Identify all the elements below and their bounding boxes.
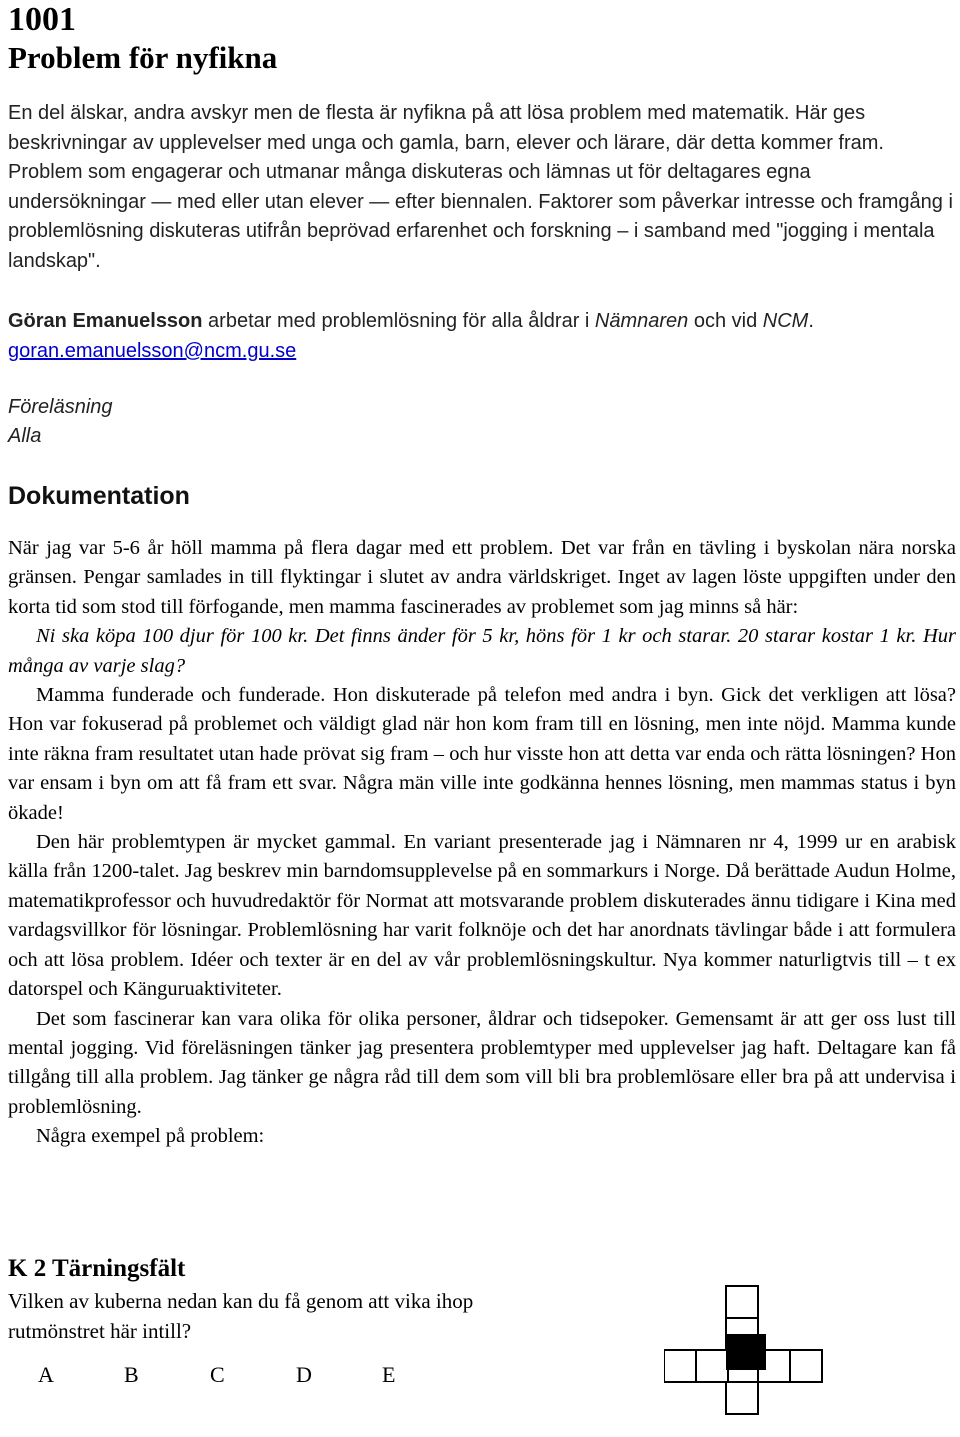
problem-quote: Ni ska köpa 100 djur för 100 kr. Det finns änder för 5 kr, höns för 1 kr och starar. 20 starar kostar 1 kr. Hur många av varje slag?	[8, 625, 956, 677]
net-black-square	[726, 1334, 766, 1370]
choice-b: B	[124, 1362, 139, 1387]
author-italic-2: NCM	[762, 310, 809, 332]
documentation-body	[8, 534, 956, 1152]
net-cell	[790, 1350, 822, 1382]
answer-choices	[38, 1360, 468, 1390]
paragraph: Det som fascinerar kan vara olika för olika personer, åldrar och tidsepoker. Gemensamt är att ger oss lust till mental jogging. Vid föreläsningen tänker jag presentera problemtyper med upplevelser jag haft. Deltagare kan få tillgång till alla problem. Jag tänker ge några råd till dem som vill bli bra problemlösare eller bra på att undervisa i problemlösning.	[8, 1007, 956, 1118]
author-text-2: och vid	[688, 310, 763, 332]
net-cell	[726, 1286, 758, 1318]
net-cell	[664, 1350, 696, 1382]
paragraph: När jag var 5-6 år höll mamma på flera dagar med ett problem. Det var från en tävling i byskolan nära norska gränsen. Pengar samlades in till flyktingar i slutet av andra världskriget. Inget av lagen löste uppgiften under den korta tid som stod till förfogande, men mamma fascinerades av problemet som jag minns så här:	[8, 537, 956, 618]
session-meta	[8, 393, 113, 451]
author-text-3: .	[808, 310, 814, 332]
choice-e: E	[382, 1362, 396, 1387]
paragraph: Mamma funderade och funderade. Hon diskuterade på telefon med andra i byn. Gick det verkligen att lösa? Hon var fokuserad på problemet och väldigt glad när hon kom fram till en lösning, men inte nöjd. Mamma kunde inte räkna fram resultatet utan hade prövat sig fram – och hur visste hon att detta var enda och rätta lösningen? Hon var ensam i byn om att få fram ett svar. Några män ville inte godkänna hennes lösning, men mammas status i byn ökade!	[8, 684, 956, 824]
problem-text	[8, 1286, 608, 1346]
session-title: Problem för nyfikna	[8, 40, 278, 75]
net-cell	[696, 1350, 728, 1382]
author-text-1: arbetar med problemlösning för alla åldrar i	[202, 310, 595, 332]
choice-d: D	[296, 1362, 312, 1387]
paragraph: Den här problemtypen är mycket gammal. En variant presenterade jag i Nämnaren nr 4, 1999 ur en arabisk källa från 1200-talet. Jag beskrev min barndomsupplevelse på en sommarkurs i Norge. Då berättade Audun Holme, matematikprofessor och huvudredaktör för Normat att motsvarande problem diskuterades ännu tidigare i Kina med vardagsvillkor för lösningar. Problemlösning har varit folknöje och det har anordnats tävlingar både i att formulera och att lösa problem. Idéer och texter är en del av vår problemlösningskultur. Nya kommer naturligtvis till – t ex datorspel och Känguruaktiviteter.	[8, 831, 956, 1001]
session-audience: Alla	[8, 425, 42, 447]
paragraph: Några exempel på problem:	[36, 1125, 265, 1148]
choice-c: C	[210, 1362, 225, 1387]
dice-net-diagram	[664, 1284, 840, 1434]
choice-a: A	[38, 1362, 54, 1387]
net-cell	[726, 1382, 758, 1414]
author-email-link[interactable]: goran.emanuelsson@ncm.gu.se	[8, 340, 297, 362]
problem-heading: K 2 Tärningsfält	[8, 1255, 186, 1282]
abstract-text: En del älskar, andra avskyr men de flesta är nyfikna på att lösa problem med matematik. Här ges beskrivningar av upplevelser med unga och gamla, barn, elever och lärare, där detta kommer fram. Problem som engagerar och utmanar många diskuteras och lämnas ut för deltagares egna undersökningar — med eller utan elever — efter biennalen. Faktorer som påverkar intresse och framgång i problemlösning diskuteras utifrån beprövad erfarenhet och forskning – i samband med "jogging i mentala landskap".	[8, 102, 953, 272]
author-info	[8, 306, 954, 366]
session-number: 1001	[8, 1, 76, 38]
session-type: Föreläsning	[8, 396, 113, 418]
problem-line: Vilken av kuberna nedan kan du få genom att vika ihop	[8, 1289, 474, 1313]
abstract	[8, 99, 954, 276]
problem-line: rutmönstret här intill?	[8, 1319, 192, 1343]
author-italic-1: Nämnaren	[594, 310, 689, 332]
author-name: Göran Emanuelsson	[8, 310, 203, 332]
documentation-heading: Dokumentation	[8, 482, 190, 510]
